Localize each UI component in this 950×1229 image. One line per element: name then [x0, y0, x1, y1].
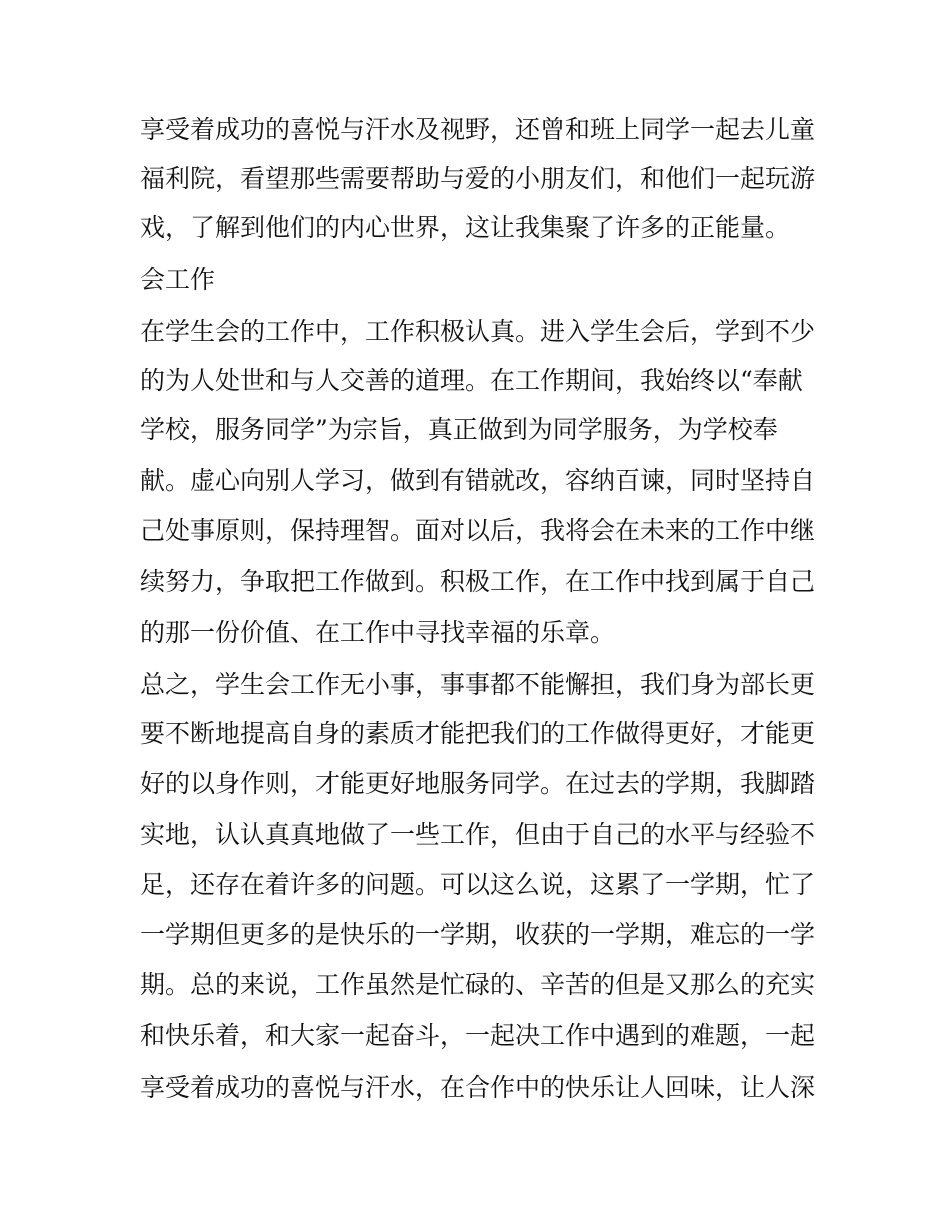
text-line: 要不断地提高自身的素质才能把我们的工作做得更好，才能更: [140, 719, 816, 748]
text-line: 戏，了解到他们的内心世界，这让我集聚了许多的正能量。: [140, 213, 791, 242]
text-line: 的那一份价值、在工作中寻找幸福的乐章。: [140, 618, 616, 647]
text-line: 期。总的来说，工作虽然是忙碌的、辛苦的但是又那么的充实: [140, 970, 816, 999]
text-line: 学校，服务同学”为宗旨，真正做到为同学服务，为学校奉: [140, 415, 778, 444]
text-line: 实地，认认真真地做了一些工作，但由于自己的水平与经验不: [140, 820, 816, 849]
text-line: 享受着成功的喜悦与汗水及视野，还曾和班上同学一起去儿童: [140, 115, 816, 144]
text-line: 足，还存在着许多的问题。可以这么说，这累了一学期，忙了: [140, 870, 816, 899]
section-heading: 会工作: [140, 265, 216, 294]
text-line: 己处事原则，保持理智。面对以后，我将会在未来的工作中继: [140, 516, 816, 545]
text-line: 在学生会的工作中，工作积极认真。进入学生会后，学到不少: [140, 317, 816, 346]
text-line: 的为人处世和与人交善的道理。在工作期间，我始终以“奉献: [140, 366, 803, 395]
text-line: 续努力，争取把工作做到。积极工作，在工作中找到属于自己: [140, 567, 816, 596]
text-line: 一学期但更多的是快乐的一学期，收获的一学期，难忘的一学: [140, 920, 816, 949]
text-line: 享受着成功的喜悦与汗水，在合作中的快乐让人回味，让人深: [140, 1073, 816, 1102]
text-line: 和快乐着，和大家一起奋斗，一起决工作中遇到的难题，一起: [140, 1021, 816, 1050]
text-line: 好的以身作则，才能更好地服务同学。在过去的学期，我脚踏: [140, 769, 816, 798]
text-line: 总之，学生会工作无小事，事事都不能懈担，我们身为部长更: [140, 670, 816, 699]
text-line: 福利院，看望那些需要帮助与爱的小朋友们，和他们一起玩游: [140, 164, 816, 193]
text-line: 献。虚心向别人学习，做到有错就改，容纳百谏，同时坚持自: [140, 466, 816, 495]
